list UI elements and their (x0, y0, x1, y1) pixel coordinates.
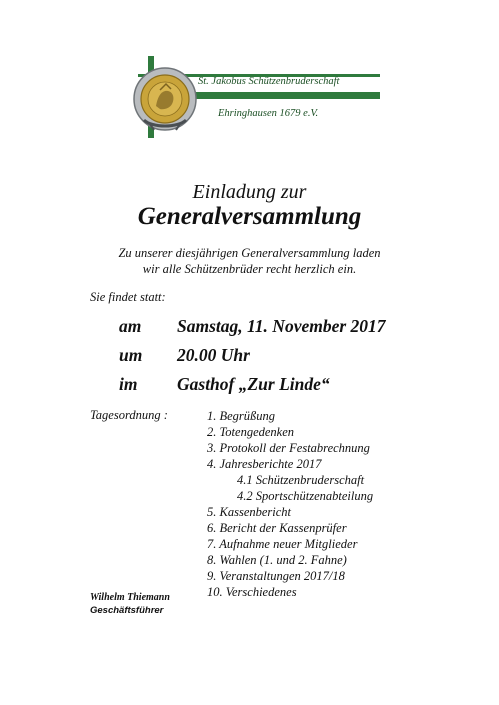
agenda-subitem: 4.1 Schützenbruderschaft (237, 473, 365, 487)
detail-date (119, 316, 386, 337)
detail-venue-label: im (119, 374, 138, 394)
agenda-item: 10. Verschiedenes (207, 585, 297, 599)
letterhead (130, 56, 380, 138)
organization-name: St. Jakobus Schützenbruderschaft (198, 76, 340, 87)
signature-name: Wilhelm Thiemann (90, 592, 170, 603)
organization-place: Ehringhausen 1679 e.V. (218, 108, 319, 119)
shooting-medal-emblem-icon (130, 64, 200, 134)
agenda-item: 6. Bericht der Kassenprüfer (207, 521, 347, 535)
detail-time-label: um (119, 345, 143, 365)
agenda-item: 3. Protokoll der Festabrechnung (207, 441, 370, 455)
agenda-label: Tagesordnung : (90, 408, 168, 422)
title-line-1: Einladung zur (192, 181, 307, 203)
detail-date-label: am (119, 316, 142, 336)
agenda-item: 9. Veranstaltungen 2017/18 (207, 569, 345, 583)
agenda-item: 2. Totengedenken (207, 425, 295, 439)
agenda-item: 5. Kassenbericht (207, 505, 292, 519)
detail-venue (119, 374, 330, 395)
findet-statt-label: Sie findet statt: (90, 290, 166, 304)
agenda-item: 7. Aufnahme neuer Mitglieder (207, 537, 358, 551)
detail-time-value: 20.00 Uhr (177, 345, 250, 365)
intro-text (0, 245, 499, 277)
agenda-item: 1. Begrüßung (207, 409, 276, 423)
title-line-2: Generalversammlung (137, 203, 362, 230)
intro-line-2: wir alle Schützenbrüder recht herzlich ein. (142, 262, 357, 276)
detail-time (119, 345, 250, 366)
intro-line-1: Zu unserer diesjährigen Generalversammlung laden (118, 246, 381, 260)
agenda-subitem: 4.2 Sportschützenabteilung (237, 489, 374, 503)
agenda-item: 8. Wahlen (1. und 2. Fahne) (207, 553, 347, 567)
detail-date-value: Samstag, 11. November 2017 (177, 316, 386, 336)
agenda-item: 4. Jahresberichte 2017 (207, 457, 322, 471)
signature-role: Geschäftsführer (90, 605, 164, 616)
agenda-list (207, 408, 373, 600)
detail-venue-value: Gasthof „Zur Linde“ (177, 374, 330, 394)
